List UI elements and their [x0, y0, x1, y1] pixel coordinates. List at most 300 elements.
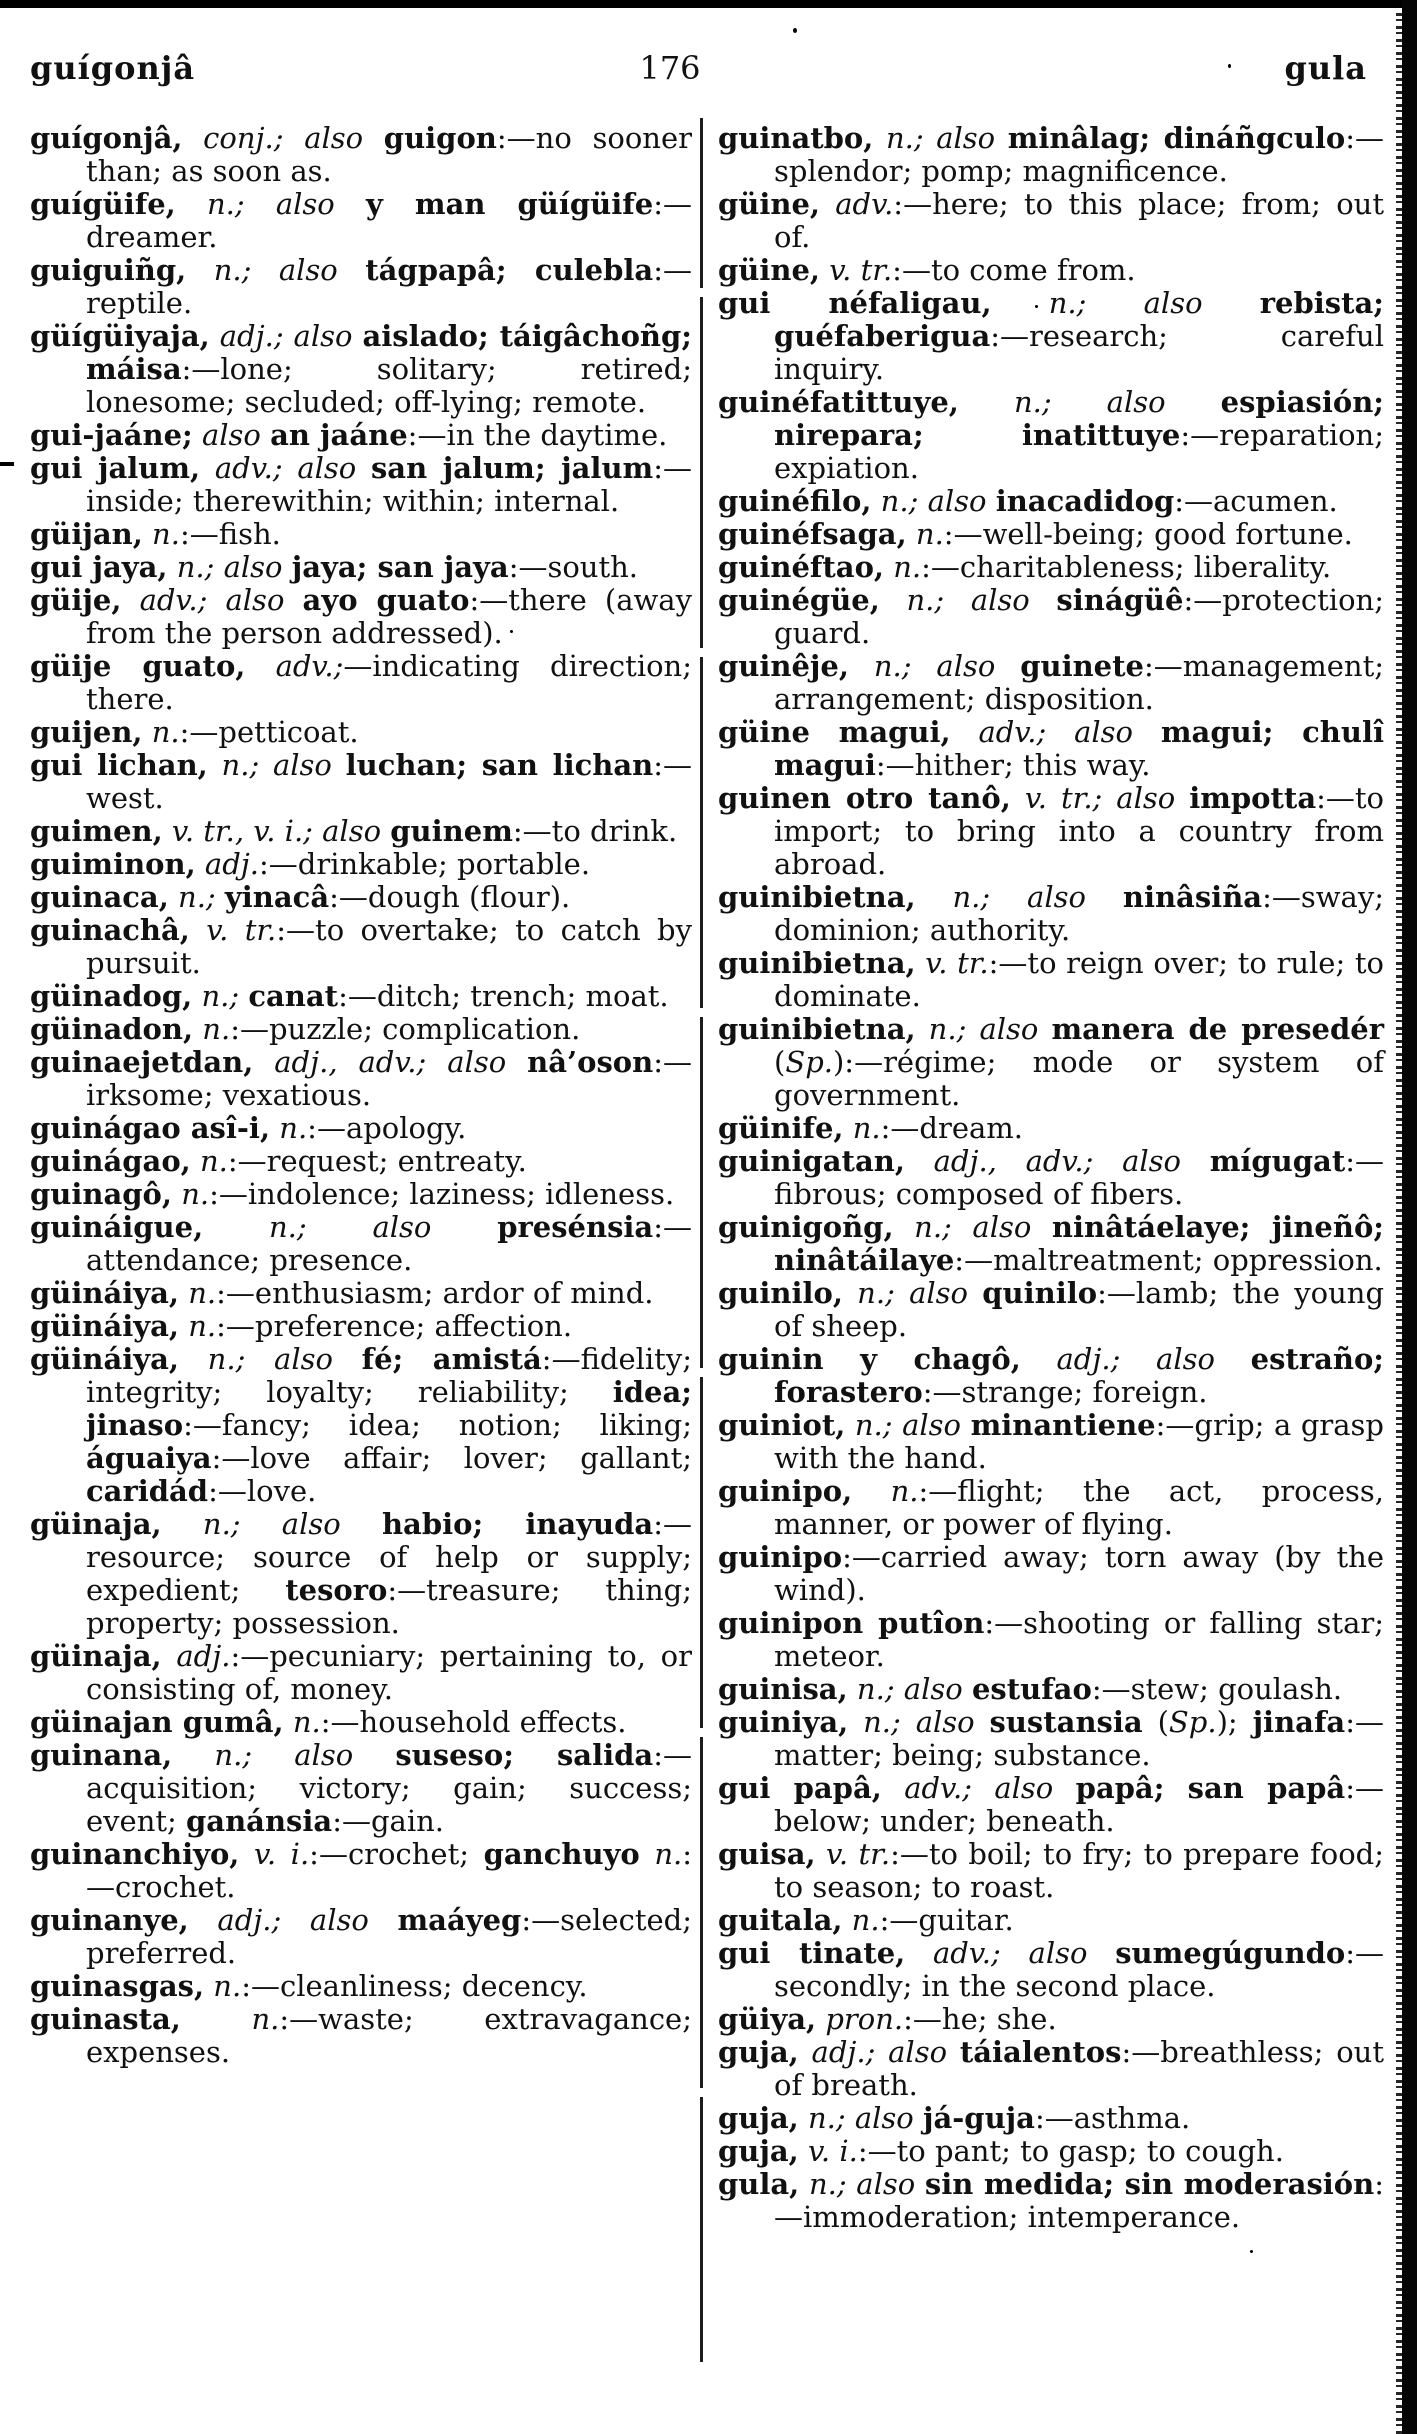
entry-term: güinife,: [718, 1111, 844, 1145]
entry-pos: n.; also: [167, 550, 292, 584]
dictionary-entry: [30, 881, 692, 914]
entry-definition: :—indolence; laziness; idleness.: [209, 1177, 675, 1211]
entry-definition: :—management; arrangement; disposition.: [774, 649, 1384, 716]
entry-pos: n.: [142, 715, 180, 749]
entry-pos: adj., adv.; also: [253, 1045, 528, 1079]
entry-term: yinacâ: [224, 880, 330, 914]
entry-definition: :—apology.: [307, 1111, 467, 1145]
entry-term: guinachâ,: [30, 913, 190, 947]
entry-term: ganchuyo: [483, 1837, 640, 1871]
dictionary-entry: [30, 1145, 692, 1178]
entry-definition: :—hither; this way.: [875, 748, 1151, 782]
entry-term: inacadidog: [995, 484, 1175, 518]
entry-pos: adj.; also: [798, 2035, 960, 2069]
entry-pos: n.;: [192, 979, 249, 1013]
entry-definition: :—stew; goulash.: [1091, 1672, 1343, 1706]
entry-term: guinégüe,: [718, 583, 880, 617]
entry-definition: :—in the daytime.: [407, 418, 668, 452]
entry-definition: :—inside; therewithin; within; internal.: [86, 451, 692, 518]
entry-term: güígüiyaja,: [30, 319, 210, 353]
entry-term: guinanchiyo,: [30, 1837, 240, 1871]
entry-pos: n.; also: [842, 1276, 983, 1310]
entry-definition: :—maltreatment; oppression.: [954, 1243, 1383, 1277]
entry-pos: adj.: [161, 1639, 231, 1673]
entry-term: magui; chulî magui: [774, 715, 1384, 782]
entry-term: güiya,: [718, 2002, 817, 2036]
entry-definition: :—fish.: [179, 517, 281, 551]
entry-pos: n.; also: [873, 121, 1008, 155]
entry-term: luchan; san lichan: [345, 748, 654, 782]
entry-term: guígüife,: [30, 187, 176, 221]
entry-pos: adv.;: [245, 649, 344, 683]
entry-term: guinigatan,: [718, 1144, 905, 1178]
entry-term: guinéfsaga,: [718, 517, 907, 551]
entry-definition: :—petticoat.: [179, 715, 359, 749]
entry-definition: (: [1142, 1705, 1169, 1739]
entry-definition: :—to pant; to gasp; to cough.: [857, 2134, 1284, 2168]
entry-pos: also: [192, 418, 271, 452]
dictionary-entry: [30, 815, 692, 848]
entry-pos: n.;: [168, 880, 225, 914]
dictionary-entry: [30, 452, 692, 518]
dictionary-entry: [718, 881, 1384, 947]
scan-edge-top: [0, 0, 1417, 8]
entry-term: guinen otro tanô,: [718, 781, 1011, 815]
dictionary-entry: [718, 2168, 1384, 2234]
entry-pos: n.; also: [179, 1342, 362, 1376]
entry-definition: :—guitar.: [879, 1903, 1014, 1937]
entry-term: guígonjâ,: [30, 121, 183, 155]
dictionary-entry: [718, 1706, 1384, 1772]
entry-term: guja,: [718, 2134, 799, 2168]
entry-term: güine magui,: [718, 715, 951, 749]
entry-term: güijan,: [30, 517, 143, 551]
dictionary-entry: [30, 1838, 692, 1904]
entry-term: güináiya,: [30, 1276, 180, 1310]
entry-pos: adv.; also: [881, 1771, 1076, 1805]
entry-definition: :—to boil; to fry; to prepare food; to season; to roast.: [774, 1837, 1384, 1904]
entry-definition: :—cleanliness; decency.: [241, 1969, 588, 2003]
entry-pos: n.: [193, 1012, 231, 1046]
entry-pos: n.; also: [879, 583, 1057, 617]
entry-term: guinigoñg,: [718, 1210, 894, 1244]
dictionary-entry: [30, 1640, 692, 1706]
entry-term: águaiya: [86, 1441, 212, 1475]
dictionary-entry: [718, 1937, 1384, 2003]
dictionary-entry: [718, 1013, 1384, 1112]
entry-definition: :—fancy; idea; notion; liking;: [183, 1408, 692, 1442]
entry-term: suseso; salida: [395, 1738, 654, 1772]
entry-term: guinéfilo,: [718, 484, 872, 518]
entry-term: nâ’oson: [527, 1045, 654, 1079]
entry-pos: n.: [179, 1276, 217, 1310]
entry-term: guinipo: [718, 1540, 843, 1574]
entry-term: guitala,: [718, 1903, 843, 1937]
entry-term: guináigue,: [30, 1210, 204, 1244]
dictionary-entry: [718, 1409, 1384, 1475]
entry-term: guinéftao,: [718, 550, 885, 584]
entry-definition: ):—régime; mode or system of government.: [774, 1045, 1384, 1112]
dictionary-entry: [30, 320, 692, 419]
entry-definition: :—sway; dominion; authority.: [774, 880, 1384, 947]
entry-pos: n.: [171, 1177, 210, 1211]
entry-term: güine,: [718, 187, 821, 221]
entry-pos: n.; also: [186, 253, 366, 287]
entry-term: minâlag; dináñgculo: [1007, 121, 1346, 155]
entry-pos: v. tr.: [915, 946, 989, 980]
entry-term: guinasta,: [30, 2002, 181, 2036]
dictionary-entry: [718, 584, 1384, 650]
entry-definition: :—ditch; trench; moat.: [338, 979, 669, 1013]
entry-definition: :—splendor; pomp; magnificence.: [774, 121, 1384, 188]
entry-pos: n.; also: [175, 187, 366, 221]
dictionary-entry: [30, 419, 692, 452]
entry-definition: :—lone; solitary; retired; lonesome; secluded; off-lying; remote.: [86, 352, 692, 419]
entry-definition: :—dreamer.: [86, 187, 692, 254]
dictionary-entry: [718, 1343, 1384, 1409]
entry-term: ganánsia: [186, 1804, 333, 1838]
dictionary-entry: [718, 287, 1384, 386]
entry-term: já-guja: [922, 2101, 1035, 2135]
dictionary-entry: [30, 254, 692, 320]
entry-term: aislado; táigâchoñg; máisa: [86, 319, 692, 386]
entry-definition: :—grip; a grasp with the hand.: [774, 1408, 1384, 1475]
entry-pos: n.: [179, 1309, 217, 1343]
entry-definition: :—preference; affection.: [216, 1309, 573, 1343]
entry-term: san jalum; jalum: [370, 451, 654, 485]
entry-term: gui-jaáne;: [30, 418, 193, 452]
entry-definition: :—to overtake; to catch by pursuit.: [86, 913, 692, 980]
entry-definition: :—fidelity; integrity; loyalty; reliability;: [86, 1342, 692, 1409]
entry-term: quinilo: [982, 1276, 1098, 1310]
entry-definition: :—attendance; presence.: [86, 1210, 692, 1277]
entry-definition: :—immoderation; intemperance.: [774, 2167, 1384, 2234]
dictionary-entry: [30, 1970, 692, 2003]
entry-term: impotta: [1189, 781, 1317, 815]
entry-pos: n.: [190, 1144, 228, 1178]
entry-definition: );: [1216, 1705, 1253, 1739]
entry-pos: n.; also: [798, 2101, 923, 2135]
entry-pos: n.; also: [915, 880, 1123, 914]
entry-term: guinin y chagô,: [718, 1342, 1021, 1376]
entry-definition: :—reptile.: [86, 253, 692, 320]
dictionary-entry: [30, 716, 692, 749]
entry-term: an jaáne: [270, 418, 408, 452]
entry-term: caridád: [86, 1474, 209, 1508]
entry-pos: n.; also: [915, 1012, 1052, 1046]
entry-term: güinadog,: [30, 979, 193, 1013]
entry-term: guinilo,: [718, 1276, 843, 1310]
entry-definition: :—irksome; vexatious.: [86, 1045, 692, 1112]
entry-term: guigon: [383, 121, 497, 155]
entry-pos: n.; also: [871, 484, 996, 518]
ink-speck: [793, 28, 797, 33]
entry-definition: :—protection; guard.: [774, 583, 1384, 650]
dictionary-entry: [718, 1772, 1384, 1838]
entry-definition: :—he; she.: [903, 2002, 1057, 2036]
entry-term: guinágao asî-i,: [30, 1111, 271, 1145]
entry-definition: :—crochet;: [309, 1837, 484, 1871]
entry-term: guiniot,: [718, 1408, 846, 1442]
entry-pos: n.: [180, 2002, 280, 2036]
entry-definition: :—to drink.: [512, 814, 678, 848]
dictionary-entry: [718, 1607, 1384, 1673]
dictionary-entry: [718, 1673, 1384, 1706]
entry-pos: n.; also: [172, 1738, 396, 1772]
dictionary-entry: [718, 122, 1384, 188]
entry-term: guinéfatittuye,: [718, 385, 959, 419]
entry-term: ninâtáelaye; jineñô; ninâtáilaye: [774, 1210, 1384, 1277]
dictionary-entry: [30, 650, 692, 716]
running-head-right-word: gula: [1284, 49, 1367, 87]
entry-term: presénsia: [497, 1210, 654, 1244]
entry-pos: n.; also: [958, 385, 1221, 419]
dictionary-entry: [718, 518, 1384, 551]
entry-term: guinipon putîon: [718, 1606, 985, 1640]
entry-term: guja,: [718, 2035, 799, 2069]
dictionary-entry: [30, 2003, 692, 2069]
entry-definition: :—matter; being; substance.: [774, 1705, 1384, 1772]
dictionary-entry: [718, 716, 1384, 782]
dictionary-entry: [718, 551, 1384, 584]
entry-term: mígugat: [1209, 1144, 1346, 1178]
entry-pos: n.: [142, 517, 180, 551]
column-right: [718, 122, 1384, 2234]
entry-definition: :—enthusiasm; ardor of mind.: [216, 1276, 654, 1310]
entry-pos: adj.: [195, 847, 259, 881]
entry-pos: adv.: [820, 187, 894, 221]
entry-pos: adv.; also: [950, 715, 1161, 749]
entry-definition: :—there (away from the person addressed).: [86, 583, 692, 650]
entry-term: y man güígüife: [365, 187, 654, 221]
entry-term: gui jalum,: [30, 451, 201, 485]
entry-definition: :—reparation; expiation.: [774, 418, 1384, 485]
entry-pos: n.; also: [799, 2167, 925, 2201]
entry-term: guiguiñg,: [30, 253, 187, 287]
entry-definition: :—dream.: [880, 1111, 1024, 1145]
dictionary-entry: [30, 518, 692, 551]
dictionary-entry: [718, 1145, 1384, 1211]
dictionary-entry: [30, 584, 692, 650]
dictionary-entry: [718, 1277, 1384, 1343]
entry-term: guja,: [718, 2101, 799, 2135]
dictionary-entry: [718, 1211, 1384, 1277]
entry-definition: :—below; under; beneath.: [774, 1771, 1384, 1838]
entry-pos: adv.; also: [905, 1936, 1116, 1970]
entry-definition: :—asthma.: [1034, 2101, 1191, 2135]
dictionary-entry: [718, 2102, 1384, 2135]
entry-pos: n.; also: [848, 649, 1021, 683]
entry-term: rebista; guéfaberigua: [774, 286, 1384, 353]
entry-definition: :—treasure; thing; property; possession.: [86, 1573, 692, 1640]
entry-term: sumegúgundo: [1115, 1936, 1346, 1970]
entry-pos: n.: [283, 1705, 321, 1739]
entry-term: güine,: [718, 253, 821, 287]
entry-term: maáyeg: [397, 1903, 522, 1937]
entry-term: gui tinate,: [718, 1936, 906, 1970]
entry-definition: :—secondly; in the second place.: [774, 1936, 1384, 2003]
entry-definition: (: [774, 1045, 786, 1079]
entry-definition: :—shooting or falling star; meteor.: [774, 1606, 1384, 1673]
entry-pos: n.: [204, 1969, 242, 2003]
dictionary-entry: [718, 2036, 1384, 2102]
dictionary-entry: [718, 254, 1384, 287]
entry-term: güinaja,: [30, 1507, 162, 1541]
running-head: [0, 46, 1417, 90]
dictionary-entry: [718, 650, 1384, 716]
entry-term: minantiene: [970, 1408, 1156, 1442]
entry-term: gui jaya,: [30, 550, 168, 584]
entry-pos: n.: [906, 517, 944, 551]
entry-definition: :—household effects.: [320, 1705, 627, 1739]
dictionary-entry: [30, 1013, 692, 1046]
entry-term: guiminon,: [30, 847, 196, 881]
dictionary-entry: [30, 1178, 692, 1211]
entry-term: güináiya,: [30, 1342, 180, 1376]
entry-pos: n.; also: [845, 1408, 971, 1442]
entry-term: guinasgas,: [30, 1969, 205, 2003]
entry-term: gula,: [718, 2167, 800, 2201]
entry-definition: :—breathless; out of breath.: [774, 2035, 1384, 2102]
entry-term: jaya; san jaya: [291, 550, 509, 584]
entry-definition: :—pecuniary; pertaining to, or consisting of, money.: [86, 1639, 692, 1706]
entry-term: guinete: [1020, 649, 1144, 683]
entry-pos: Sp.: [785, 1045, 833, 1079]
entry-definition: :—south.: [508, 550, 639, 584]
entry-term: tesoro: [285, 1573, 388, 1607]
entry-definition: :—resource; source of help or supply; expedient;: [86, 1507, 692, 1607]
entry-term: idea; jinaso: [86, 1375, 692, 1442]
entry-definition: :—waste; extravagance; expenses.: [86, 2002, 692, 2069]
entry-term: guisa,: [718, 1837, 816, 1871]
entry-term: gui papâ,: [718, 1771, 882, 1805]
entry-pos: adj.; also: [1020, 1342, 1251, 1376]
entry-term: guinatbo,: [718, 121, 874, 155]
dictionary-entry: [718, 2003, 1384, 2036]
dictionary-entry: [30, 1508, 692, 1640]
entry-term: guinipo,: [718, 1474, 853, 1508]
dictionary-entry: [30, 188, 692, 254]
dictionary-entry: [718, 1838, 1384, 1904]
dictionary-entry: [30, 848, 692, 881]
entry-definition: :—well-being; good fortune.: [943, 517, 1353, 551]
dictionary-entry: [30, 1739, 692, 1838]
entry-term: güináiya,: [30, 1309, 180, 1343]
entry-term: guinibietna,: [718, 946, 916, 980]
entry-term: ayo guato: [302, 583, 470, 617]
page-number: 176: [639, 49, 701, 87]
entry-pos: n.: [270, 1111, 308, 1145]
entry-pos: conj.; also: [182, 121, 384, 155]
entry-definition: :—fibrous; composed of fibers.: [774, 1144, 1384, 1211]
entry-term: guinaca,: [30, 880, 169, 914]
ink-speck: [0, 462, 14, 466]
entry-pos: adj., adv.; also: [904, 1144, 1210, 1178]
entry-pos: v. i.: [239, 1837, 310, 1871]
entry-definition: :—research; careful inquiry.: [774, 319, 1384, 386]
entry-term: güinadon,: [30, 1012, 194, 1046]
entry-pos: v. tr.: [815, 1837, 891, 1871]
scan-edge-right: [1402, 0, 1417, 2434]
entry-definition: :—gain.: [332, 1804, 444, 1838]
entry-definition: :—acumen.: [1174, 484, 1338, 518]
entry-definition: :—west.: [86, 748, 692, 815]
entry-pos: Sp.: [1168, 1705, 1217, 1739]
ink-speck: [1250, 2250, 1253, 2253]
dictionary-entry: [30, 551, 692, 584]
entry-definition: :—here; to this place; from; out of.: [774, 187, 1384, 254]
entry-term: ninâsiña: [1122, 880, 1263, 914]
dictionary-entry: [718, 485, 1384, 518]
dictionary-entry: [30, 1046, 692, 1112]
entry-pos: v. tr.: [189, 913, 277, 947]
dictionary-entry: [30, 1904, 692, 1970]
entry-pos: pron.: [816, 2002, 904, 2036]
entry-definition: :—selected; preferred.: [86, 1903, 692, 1970]
running-head-left-word: guígonjâ: [30, 49, 196, 87]
entry-term: guinana,: [30, 1738, 173, 1772]
entry-definition: :—dough (flour).: [329, 880, 571, 914]
entry-term: güinaja,: [30, 1639, 162, 1673]
entry-pos: v. tr., v. i.; also: [162, 814, 391, 848]
entry-pos: n.: [852, 1474, 919, 1508]
dictionary-entry: [718, 1904, 1384, 1937]
dictionary-entry: [30, 1211, 692, 1277]
entry-pos: n.: [843, 1111, 881, 1145]
entry-term: tágpapâ; culebla: [365, 253, 654, 287]
entry-term: guinaejetdan,: [30, 1045, 254, 1079]
entry-term: táialentos: [959, 2035, 1122, 2069]
entry-definition: :—crochet.: [86, 1837, 693, 1904]
dictionary-entry: [30, 1310, 692, 1343]
dictionary-entry: [30, 1343, 692, 1508]
entry-term: guinisa,: [718, 1672, 848, 1706]
entry-pos: adv.; also: [200, 451, 371, 485]
entry-definition: :—lamb; the young of sheep.: [774, 1276, 1385, 1343]
entry-definition: :—charitableness; liberality.: [921, 550, 1332, 584]
entry-term: guijen,: [30, 715, 143, 749]
dictionary-entry: [30, 1706, 692, 1739]
entry-definition: :—puzzle; complication.: [230, 1012, 581, 1046]
entry-definition: :—request; entreaty.: [227, 1144, 527, 1178]
dictionary-entry: [30, 980, 692, 1013]
dictionary-entry: [718, 1112, 1384, 1145]
entry-term: fé; amistá: [361, 1342, 542, 1376]
entry-pos: n.: [884, 550, 922, 584]
dictionary-entry: [718, 386, 1384, 485]
entry-pos: n.; also: [848, 1705, 990, 1739]
entry-definition: :—strange; foreign.: [922, 1375, 1208, 1409]
entry-term: jinafa: [1252, 1705, 1346, 1739]
entry-term: estraño; forastero: [774, 1342, 1384, 1409]
entry-pos: v. i.: [798, 2134, 858, 2168]
entry-definition: :—love.: [208, 1474, 317, 1508]
entry-pos: n.; also: [203, 1210, 498, 1244]
dictionary-entry: [718, 1475, 1384, 1541]
entry-definition: :—flight; the act, process, manner, or power of flying.: [774, 1474, 1384, 1541]
entry-pos: adj.; also: [188, 1903, 398, 1937]
entry-definition: :—to reign over; to rule; to dominate.: [774, 946, 1384, 1013]
entry-term: guinêje,: [718, 649, 849, 683]
entry-pos: n.; also: [991, 286, 1260, 320]
entry-term: gui néfaligau,: [718, 286, 992, 320]
entry-pos: n.; also: [847, 1672, 972, 1706]
entry-term: güinajan gumâ,: [30, 1705, 284, 1739]
entry-term: estufao: [971, 1672, 1092, 1706]
column-divider-rule: [700, 118, 703, 2362]
entry-pos: v. tr.; also: [1010, 781, 1190, 815]
entry-term: guiniya,: [718, 1705, 849, 1739]
